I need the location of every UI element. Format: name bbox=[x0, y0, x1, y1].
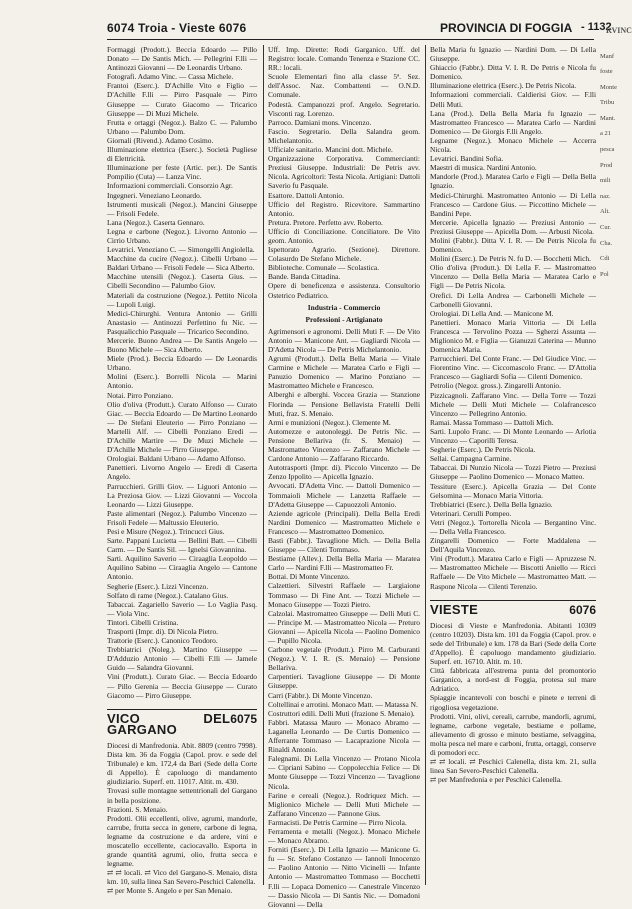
directory-entry: Vetri (Negoz.). Tortorella Nicola — Bergantino Vinc. — Della Vella Francesco. bbox=[430, 517, 596, 536]
directory-entry: Illuminazione per feste (Artic. per.). De Santis Pompilio (Cuta) — Lanza Vinc. bbox=[107, 163, 257, 182]
directory-entry: Forniti (Eserc.). Di Lella Ignazio — Manicone G. fu — Sr. Stefano Costanzo — Iannoli Innocenzo — Paolino Antonio — Nitto Vicinelli — Infante Antonio — Mastromatteo Tommaso — Bocchetti F.lli — Lopaca Domenico — Canestrale Vincenzo — Dassio Nicola — Di Santis Nic. — Domadoni Giovanni — Della bbox=[268, 845, 420, 909]
directory-entry: Ispettorato Agrario. (Sezione). Direttore. Colasurdo De Stefano Michele. bbox=[268, 245, 420, 264]
description-paragraph: ⇄ per Manfredonia e per Peschici Calenella. bbox=[430, 775, 562, 785]
directory-entry: Tintori. Cibelli Cristina. bbox=[107, 617, 179, 627]
edge-fragment: Mant. bbox=[600, 114, 616, 122]
directory-entry: Orefici. Di Lella Andrea — Carbonelli Michele — Carbonelli Giovanni. bbox=[430, 290, 596, 309]
directory-entry: Lana (Negoz.). Caserta Gennaro. bbox=[107, 217, 205, 227]
directory-entry: Autotrasporti (Impr. di). Piccolo Vincenzo — De Zenzo Ippolito — Apicella Ignazio. bbox=[268, 463, 420, 482]
directory-entry: Illuminazione elettrica (Eserc.). Società Pugliese di Elettricità. bbox=[107, 145, 257, 164]
edge-fragment: mili bbox=[600, 177, 611, 185]
vico-title: VICO DEL GARGANO bbox=[107, 710, 231, 737]
header-rule bbox=[107, 39, 594, 40]
vico-description bbox=[107, 741, 257, 896]
directory-entry: Falegnami. Di Lella Vincenzo — Protano Nicola — Cipriani Sabino — Coppolecchia Felice — Di Monte Giuseppe — Tozzi Vincenzo — Tavaglione Nicola. bbox=[268, 754, 420, 791]
directory-entry: Alberghi e alberghi. Voccea Grazia — Stanzione Florinda — Pensione Bellavista Fratelli Delli Muti, fraz. S. Menaio. bbox=[268, 390, 420, 418]
directory-entry: Bella Maria fu Ignazio — Nardini Dom. — Di Lella Giuseppe. bbox=[430, 45, 596, 64]
description-paragraph: ⇄ per Monte S. Angelo e per San Menaio. bbox=[107, 886, 233, 896]
directory-entry: Molini (Fabbr.). Ditta V. I. R. — De Petris Nicola fu Domenico. bbox=[430, 235, 596, 255]
edge-fragment: Manf bbox=[600, 52, 615, 60]
directory-entry: Olio d'oliva (Produtt.). Di Lella F. — Mastromatteo Vincenzo — Della Bella Maria — Maratea Carlo e Figli — De Petris Nicola. bbox=[430, 263, 596, 291]
directory-entry: Costruttori edili. Delli Muti (frazione S. Menaio). bbox=[268, 708, 415, 718]
description-paragraph: Diocesi di Manfredonia. Abit. 8809 (centro 7998). Dista km. 36 da Foggia (Capol. prov. e sede del Tribunale) e km. 172,4 da Bari (Sede della Corte di Appello). È capoluogo di mandamento giudiziario. Superf. ett. 11017. Altit. m. 430. bbox=[107, 740, 257, 787]
directory-entry: Farine e cereali (Negoz.). Rodriquez Mich. — Miglionico Michele — Delli Muti Michele — Zaffarano Vincenzo — Pannone Gius. bbox=[268, 790, 420, 818]
vieste-section-header bbox=[430, 600, 596, 616]
directory-entry: Orologiai. Baldani Urbano — Adamo Alfonso. bbox=[107, 454, 246, 464]
description-paragraph: Diocesi di Vieste e Manfredonia. Abitanti 10309 (centro 10203). Dista km. 101 da Foggia (Capol. prov. e sede del Tribunale) e km. 178 da Bari (Sede della Corte d'Appello). È capoluogo mandamento giudiziario. Superf. ett. 16710. Altit. m. 10. bbox=[430, 620, 596, 667]
edge-fragment: Cur. bbox=[600, 224, 612, 232]
directory-entry: Petrolio (Negoz. gross.). Zingarelli Antonio. bbox=[430, 381, 561, 391]
edge-fragment: pesca bbox=[600, 146, 615, 154]
directory-entry: Levatrici. Bandini Sofia. bbox=[430, 154, 504, 164]
directory-entry: Agrimensori e agronomi. Delli Muti F. — De Vito Antonio — Manicone Ant. — Gagliardi Nicola — D'Adetta Nicola — De Petris Michelantonio. bbox=[268, 326, 420, 354]
directory-entry: Ghiaccio (Fabbr.). Ditta V. I. R. De Petris e Nicola fu Domenico. bbox=[430, 63, 596, 82]
description-paragraph: Città fabbricata all'estrema punta del promontorio Garganico, a nord-est di Foggia, protesa sul mare Adriatico. bbox=[430, 666, 596, 694]
directory-entry: Organizzazione Corporativa. Commercianti: Preziusi Giuseppe. Industriali: De Petris avv. Nicola. Agricoltori: Testa Nicola. Artigiani: Dattoli Saverio fu Pasquale. bbox=[268, 154, 420, 191]
directory-entry: Ufficio di Conciliazione. Conciliatore. De Vito geom. Antonio. bbox=[268, 226, 420, 245]
directory-entry: Informazioni commerciali. Consorzio Agr. bbox=[107, 181, 233, 191]
directory-entry: Mercerie. Buono Andrea — De Santis Angelo — Buono Michele — Sica Alberto. bbox=[107, 336, 257, 355]
directory-entry: Calzettieri. Silvestri Raffaele — Largiaione Tommaso — Di Fine Ant. — Tozzi Michele — Monaco Giuseppe — Tozzi Pietro. bbox=[268, 581, 420, 609]
directory-entry: Vini (Produtt.). Maratea Carlo e Figli — Apruzzese N. — Mastromatteo Michele — Biscotti Aniello — Ricci Raffaele — De Vito Michele — Mastromatteo Matt. — Raspone Nicola — Cilenti Terenzio. bbox=[430, 554, 596, 591]
directory-entry: Medici-Chirurghi. Mastromatteo Antonio — Di Lella Francesco — Cardone Gius. — Piccottino Michele — Bandini Pepe. bbox=[430, 190, 596, 218]
directory-entry: Orologiai. Di Lella And. — Manicone M. bbox=[430, 308, 554, 318]
directory-entry: Trebbiatrici (Noleg.). Martino Giuseppe — D'Adduzio Antonio — Cibelli F.lli — Jamele Guido — Salandra Giovanni. bbox=[107, 645, 257, 673]
directory-entry: Biblioteche. Comunale — Scolastica. bbox=[268, 263, 380, 273]
directory-entry: Parrucchieri. Grilli Giov. — Liguori Antonio — La Preziosa Giov. — Lizzi Giovanni — Voccola Leonardo — Lizzi Giuseppe. bbox=[107, 481, 257, 509]
directory-entry: Macchine da cucire (Negoz.). Cibelli Urbano — Baldari Urbano — Frisoli Fedele — Sica Alberto. bbox=[107, 254, 257, 273]
directory-entry: Pretura. Pretore. Perfetto avv. Roberto. bbox=[268, 217, 383, 227]
vico-trade-entries bbox=[268, 327, 420, 909]
directory-entry: Paste alimentari (Negoz.). Palumbo Vincenzo — Frisoli Fedele — Maltussio Eleuterio. bbox=[107, 508, 257, 527]
directory-entry: Segherie (Eserc.). De Petris Nicola. bbox=[430, 445, 536, 455]
directory-entry: Legname (Negoz.). Monaco Michele — Accerra Nicola. bbox=[430, 135, 596, 155]
vieste-title: VIESTE bbox=[430, 601, 479, 617]
directory-entry: Veterinari. Cerulli Pompeo. bbox=[430, 508, 512, 518]
directory-entry: Sarti. Aquilino Saverio — Ciraaglia Leopoldo — Aquilino Sabino — Ciraaglia Angelo — Cantone Antonio. bbox=[107, 554, 257, 582]
directory-entry: Fabbri. Matassa Mauro — Monaco Abramo — Laganella Leonardo — De Curtis Domenico — Afferrante Tommaso — Lacaprazione Nicola — Rinaldi Antonio. bbox=[268, 717, 420, 755]
column-1 bbox=[107, 45, 257, 896]
directory-entry: Segherie (Eserc.). Lizzi Vincenzo. bbox=[107, 581, 209, 591]
directory-entry: Zingarelli Domenico — Forte Maddalena — Dell'Aquila Vincenzo. bbox=[430, 536, 596, 555]
edge-fragment: Cdi bbox=[600, 255, 610, 263]
column-divider bbox=[425, 45, 426, 885]
directory-entry: Frantoi (Eserc.). D'Achille Vito e Figlio — D'Achille F.lli — Pirro Pasquale — Pirro Giuseppe — Curato Giacomo — Tricarico Giuseppe — Di Muzi Michele. bbox=[107, 81, 257, 118]
directory-entry: Parrucchieri. Del Conte Franc. — Del Giudice Vinc. — Fiorentino Vinc. — Ciccomascolo Franc. — D'Attolia Francesco — Gagliardi Sofia — Cilenti Domenico. bbox=[430, 354, 596, 382]
vico-admin-entries bbox=[268, 45, 420, 300]
description-paragraph: Prodotti. Olii eccellenti, olive, agrumi, mandorle, carrube, frutta secca in genere, carbone di legna, legname da costruzione e da ardere, vini e moscatello eccellente, caciocavallo. Esporta in grande quantità agrumi, olio, frutta secca e legname. bbox=[107, 813, 257, 869]
directory-entry: Macchine utensili (Negoz.). Caserta Gius. — Cibelli Secondino — Palumbo Giov. bbox=[107, 272, 257, 291]
vico-section-header bbox=[107, 709, 257, 736]
directory-entry: Mandorle (Prod.). Maratea Carlo e Figli — Della Bella Ignazio. bbox=[430, 172, 596, 191]
directory-entry: Ingegneri. Veneziano Leonardo. bbox=[107, 190, 202, 200]
directory-entry: Aziende agricole (Principali). Della Bella Eredi Nardini Domenico — Mastromatteo Michele e Francesco — Mastromatteo Domenico. bbox=[268, 508, 420, 536]
directory-entry: Ufficio del Registro. Ricevitore. Sammartino Antonio. bbox=[268, 199, 420, 218]
directory-entry: Formaggi (Prodott.). Beccia Edoardo — Pillo Donato — De Santis Mich. — Pellegrini F.lli — Antinozzi Giovanni — De Leonardis Urbano. bbox=[107, 45, 257, 73]
directory-entry: Sellai. Campagna Carmine. bbox=[430, 454, 512, 464]
directory-entry: Farmacisti. De Petris Carmine — Pirro Nicola. bbox=[268, 817, 407, 827]
page-number: - 1132 bbox=[581, 21, 612, 33]
edge-fragment: Alt. bbox=[600, 208, 610, 216]
directory-entry: Trasporti (Impr. di). Di Nicola Pietro. bbox=[107, 627, 218, 636]
directory-entry: Molini (Eserc.). De Petris N. fu D. — Bocchetti Mich. bbox=[430, 254, 591, 264]
directory-entry: Tabaccai. Di Nunzio Nicola — Tozzi Pietro — Preziusi Giuseppe — Paolino Domenico — Monaco Matteo. bbox=[430, 463, 596, 482]
section-heading-industry: Industria - Commercio bbox=[307, 302, 381, 312]
directory-entry: Miele (Prod.). Beccia Edoardo — De Leonardis Urbano. bbox=[107, 354, 257, 373]
directory-entry: Tabaccai. Zagariello Saverio — Lo Vaglia Pasq. — Viola Vinc. bbox=[107, 599, 257, 618]
directory-entry: Pizzicagnoli. Zaffarano Vinc. — Della Torre — Tozzi Michele — Delli Muti Michele — Colafrancesco Vincenzo — Pellegrino Antonio. bbox=[430, 390, 596, 418]
column-3 bbox=[430, 45, 596, 883]
description-paragraph: ⇄ ⇄ locali. ⇄ Peschici Calenella, dista km. 21, sulla linea San Severo-Peschici Calenella. bbox=[430, 757, 596, 776]
edge-fragment: foste bbox=[600, 68, 613, 76]
directory-entry: Bottai. Di Monte Vincenzo. bbox=[268, 572, 350, 582]
description-paragraph: ⇄ ⇄ locali. ⇄ Vico del Gargano-S. Menaio, dista km. 10, sulla linea San Severo-Peschici Calenella. bbox=[107, 868, 257, 887]
directory-entry: Armi e munizioni (Negoz.). Clemente M. bbox=[268, 417, 391, 427]
directory-entry: Basti (Fabbr.). Tavaglione Mich. — Della Bella Giuseppe — Cilenti Tommaso. bbox=[268, 535, 420, 555]
header-right: PROVINCIA DI FOGGIA bbox=[440, 21, 573, 35]
directory-entry: Sarte. Pappani Lucietta — Bellini Batt. — Cibelli Carm. — De Santis Sil. — Ignelsi Giovannina. bbox=[107, 536, 257, 555]
directory-entry: Tessiture (Eserc.). Apicella Grazia — Del Conte Gelsomina — Monaco Maria Vittoria. bbox=[430, 481, 596, 500]
edge-fragment: Cha. bbox=[600, 239, 613, 247]
directory-entry: Esattore. Dattoli Antonio. bbox=[268, 190, 344, 200]
directory-entry: Ufficiale sanitario. Mancini dott. Michele. bbox=[268, 145, 393, 155]
vico-trade-entries-cont bbox=[430, 45, 596, 591]
directory-entry: Fascio. Segretario. Della Salandra geom. Michelantonio. bbox=[268, 126, 420, 145]
header-edge-text: RVINC bbox=[606, 26, 632, 35]
directory-entry: Giornali (Rivend.). Adamo Cosimo. bbox=[107, 135, 214, 145]
directory-entry: Notai. Pirro Ponziano. bbox=[107, 390, 174, 400]
directory-entry: Carri (Fabbr.). Di Monte Vincenzo. bbox=[268, 690, 373, 700]
directory-entry: Calzolai. Mastromatteo Giuseppe — Delli Muti C. — Principe M. — Mastromatteo Nicola — Preturo Giovanni — Apicella Nicola — Paolino Domenico — Pupillo Nicola. bbox=[268, 608, 420, 645]
directory-entry: Scuole Elementari fino alla classe 5ª. Sez. dell'Assoc. Naz. Combattenti — O.N.D. Comunale. bbox=[268, 72, 420, 100]
directory-entry: Bestiame (Allev.). Della Bella Maria — Maratea Carlo — Nardini F.lli — Mastromatteo Fr. bbox=[268, 554, 420, 573]
vieste-description bbox=[430, 621, 596, 785]
edge-fragment: Tribu bbox=[600, 99, 615, 107]
directory-entry: Opere di beneficenza e assistenza. Consultorio Ostetrico Pediatrico. bbox=[268, 281, 420, 300]
vico-number: 6075 bbox=[230, 711, 257, 726]
directory-entry: Maestri di musica. Nardini Antonio. bbox=[430, 163, 537, 173]
directory-entry: Pesi e Misure (Negoz.). Trincucci Gius. bbox=[107, 526, 225, 536]
directory-entry: Avvocati. D'Adetta Vinc. — Dattoli Domenico — Tommaioli Michele — Lanzetta Raffaele — D'Adetta Giuseppe — Capuozzoli Antonio. bbox=[268, 481, 420, 509]
edge-fragment: Monte bbox=[600, 83, 617, 91]
directory-entry: Medici-Chirurghi. Ventura Antonio — Grilli Anastasio — Antinozzi Perfettino fu Nic. — Pasqualicchio Pasquale — Tricarico Secondino. bbox=[107, 308, 257, 336]
directory-entry: Uff. Imp. Dirette: Rodi Garganico. Uff. del Registro: locale. Comando Tenenza e Stazione CC. RR.: locali. bbox=[268, 45, 420, 73]
description-paragraph: Trovasi sulle montagne settentrionali del Gargano in bella posizione. bbox=[107, 786, 257, 805]
column-2 bbox=[268, 45, 420, 909]
description-paragraph: Prodotti. Vini, olivi, cereali, carrube, mandorli, agrumi, legname, carbone vegetale, bestiame e pollame, allevamento di grosso e minuto bestiame, selvaggina, molta pesca nel mare e carboni, frutta, ortaggi, conserve di pomodori ecc. bbox=[430, 711, 597, 758]
vieste-number: 6076 bbox=[569, 602, 596, 617]
edge-fragment: Pol bbox=[600, 270, 609, 278]
adjacent-page-edge bbox=[600, 45, 629, 885]
directory-entry: Parroco. Damiani mons. Vincenzo. bbox=[268, 117, 372, 127]
edge-fragment: a 21 bbox=[600, 130, 612, 138]
troia-entries bbox=[107, 45, 257, 700]
directory-entry: Carpentieri. Tavaglione Giuseppe — Di Monte Giuseppe. bbox=[268, 672, 420, 691]
page-header bbox=[0, 0, 632, 42]
directory-entry: Automezze e autonoleggi. De Petris Nic. — Pensione Bellariva (fr. S. Menaio) — Mastromatteo Vincenzo — Zaffarano Michele — Cardone Antonio — Zaffarano Riccardo. bbox=[268, 426, 420, 464]
directory-entry: Mercerie. Apicella Ignazio — Preziusi Antonio — Preziusi Giuseppe — Apicella Dom. — Arbusti Nicola. bbox=[430, 217, 596, 236]
edge-fragment: naz. bbox=[600, 192, 611, 200]
directory-entry: Carbone vegetale (Produtt.). Pirro M. Carburanti (Negoz.). V. I. R. (S. Menaio) — Pensione Bellariva. bbox=[268, 645, 420, 673]
directory-entry: Solfato di rame (Negoz.). Catalano Gius. bbox=[107, 590, 229, 600]
directory-entry: Vini (Produtt.). Curato Giac. — Beccia Edoardo — Pillo Gerenia — Beccia Giuseppe — Curato Giacomo — Pirro Giuseppe. bbox=[107, 672, 257, 700]
directory-entry: Panettieri. Monaco Maria Vittoria — Di Lella Francesca — Tervolino Pozza — Sgherzi Assunta — Miglionico M. e Figlia — Gianuzzi Caterina — Munno Domenica Maria. bbox=[430, 317, 596, 355]
directory-entry: Panettieri. Livorno Angelo — Eredi di Caserta Angelo. bbox=[107, 463, 257, 482]
directory-entry: Legna e carbone (Negoz.). Livorno Antonio — Cirrio Urbano. bbox=[107, 226, 257, 245]
directory-entry: Levatrici. Veneziano C. — Simongelli Angiolella. bbox=[107, 245, 255, 255]
description-paragraph: Spiaggie incantevoli con boschi e pinete e terreni di rigogliosa vegetazione. bbox=[430, 693, 596, 712]
column-divider bbox=[263, 45, 264, 885]
edge-fragment: Prod bbox=[600, 161, 613, 169]
directory-entry: Materiali da costruzione (Negoz.). Pettito Nicola — Lupoli Luigi. bbox=[107, 290, 257, 309]
directory-entry: Sarti. Lupolo Franc. — Di Monte Leonardo — Arlotia Vincenzo — Caporilli Teresa. bbox=[430, 426, 596, 446]
directory-entry: Trebbiatrici (Eserc.). Della Bella Ignazio. bbox=[430, 499, 553, 509]
header-left: 6074 Troia - Vieste 6076 bbox=[107, 21, 247, 35]
directory-entry: Fotografi. Adamo Vinc. — Cassa Michele. bbox=[107, 72, 234, 82]
directory-entry: Agrumi (Produtt.). Della Bella Maria — Vitale Carmine e Michele — Maratea Carlo e Figli — Panuzio Domenico — Marino Ponziano — Mastromatteo Michele e Francesco. bbox=[268, 354, 420, 391]
description-paragraph: Frazioni. S. Menaio. bbox=[107, 804, 168, 814]
directory-entry: Ferramenta e metalli (Negoz.). Monaco Michele — Monaco Abramo. bbox=[268, 826, 420, 846]
directory-entry: Illuminazione elettrica (Eserc.). De Petris Nicola. bbox=[430, 81, 577, 91]
directory-entry: Olio d'oliva (Produtt.). Curato Alfonso — Curato Giac. — Beccia Edoardo — De Martino Leonardo — De Stefani Eleuterio — Pirro Ponziano — Martelli Alf. — Cibelli Ponziano Eredi — D'Achille Martire — De Muzi Michele — D'Achille Michele — Pirro Giuseppe. bbox=[107, 399, 257, 455]
directory-entry: Molini (Eserc.). Borrelli Nicola — Marini Antonio. bbox=[107, 372, 257, 391]
directory-entry: Istrumenti musicali (Negoz.). Mancini Giuseppe — Frisoli Fedele. bbox=[107, 199, 257, 218]
directory-entry: Frutta e ortaggi (Negoz.). Balzo C. — Palumbo Urbano — Palumbo Dom. bbox=[107, 117, 257, 136]
directory-entry: Coltellinai e arrotini. Monaco Matt. — Matassa N. bbox=[268, 699, 418, 709]
directory-entry: Bande. Banda Cittadina. bbox=[268, 272, 341, 282]
directory-entry: Informazioni commerciali. Caldierisi Giov. — F.lli Delli Muti. bbox=[430, 90, 596, 109]
directory-entry: Lana (Prod.). Della Bella Maria fu Ignazio — Mastromatteo Francesco — Maratea Carlo — Nardini Domenico — De Giorgis F.lli Angelo. bbox=[430, 108, 596, 136]
directory-entry: Podestà. Campanozzi prof. Angelo. Segretario. Visconti rag. Lorenzo. bbox=[268, 99, 420, 118]
directory-entry: Trattorie (Eserc.). Canonico Teodoro. bbox=[107, 636, 218, 646]
section-heading-professions: Professioni - Artigianato bbox=[305, 314, 383, 324]
directory-entry: Ramai. Massa Tommaso — Dattoli Mich. bbox=[430, 417, 554, 427]
